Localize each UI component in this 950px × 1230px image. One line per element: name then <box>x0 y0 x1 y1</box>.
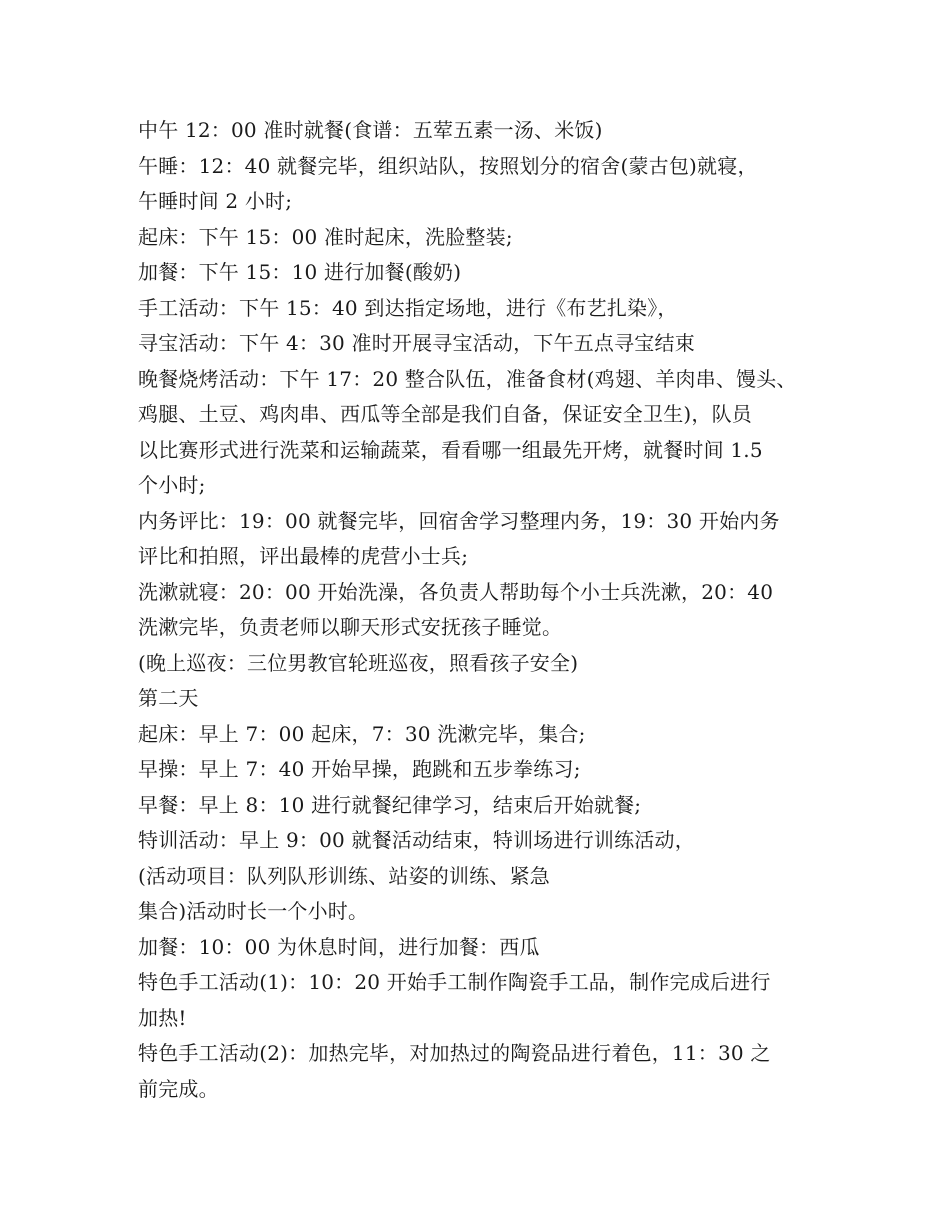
text-line: 加餐：10：00 为休息时间，进行加餐：西瓜 <box>138 934 540 959</box>
text-line: 集合)活动时长一个小时。 <box>138 899 369 923</box>
text-line: 内务评比：19：00 就餐完毕，回宿舍学习整理内务，19：30 开始内务 <box>138 508 780 533</box>
text-line: 早操：早上 7：40 开始早操，跑跳和五步拳练习; <box>138 757 581 781</box>
text-line: 中午 12：00 准时就餐(食谱：五荤五素一汤、米饭) <box>138 118 603 142</box>
text-line: 午睡时间 2 小时; <box>138 189 293 213</box>
section-heading: 第二天 <box>138 686 199 710</box>
text-line: 前完成。 <box>138 1076 219 1101</box>
text-line: 晚餐烧烤活动：下午 17：20 整合队伍，准备食材(鸡翅、羊肉串、馒头、 <box>138 366 797 391</box>
text-line: 特训活动：早上 9：00 就餐活动结束，特训场进行训练活动， <box>138 828 695 852</box>
text-line: 洗漱完毕，负责老师以聊天形式安抚孩子睡觉。 <box>138 615 563 639</box>
text-line: 特色手工活动(2)：加热完毕，对加热过的陶瓷品进行着色，11：30 之 <box>138 1041 771 1065</box>
text-line: 早餐：早上 8：10 进行就餐纪律学习，结束后开始就餐; <box>138 792 642 817</box>
text-line: 寻宝活动：下午 4：30 准时开展寻宝活动，下午五点寻宝结束 <box>138 331 695 355</box>
text-line: 以比赛形式进行洗菜和运输蔬菜，看看哪一组最先开烤，就餐时间 1.5 <box>138 437 763 462</box>
text-line: 加热! <box>138 1005 187 1030</box>
text-line: 起床：早上 7：00 起床，7：30 洗漱完毕，集合; <box>138 721 586 746</box>
text-line: 起床：下午 15：00 准时起床，洗脸整装; <box>138 224 513 249</box>
text-line: 特色手工活动(1)：10：20 开始手工制作陶瓷手工品，制作完成后进行 <box>138 970 771 994</box>
text-line: 手工活动：下午 15：40 到达指定场地，进行《布艺扎染》， <box>138 295 678 320</box>
text-line: 洗漱就寝：20：00 开始洗澡，各负责人帮助每个小士兵洗漱，20：40 <box>138 579 774 604</box>
text-line: (晚上巡夜：三位男教官轮班巡夜，照看孩子安全) <box>138 650 579 675</box>
text-line: 鸡腿、土豆、鸡肉串、西瓜等全部是我们自备，保证安全卫生)，队员 <box>138 402 753 426</box>
text-line: 评比和拍照，评出最棒的虎营小士兵; <box>138 544 469 568</box>
text-line: 午睡：12：40 就餐完毕，组织站队，按照划分的宿舍(蒙古包)就寝， <box>138 153 758 178</box>
text-line: 个小时; <box>138 473 206 497</box>
text-line: (活动项目：队列队形训练、站姿的训练、紧急 <box>138 863 551 888</box>
document-body <box>138 113 828 1107</box>
text-line: 加餐：下午 15：10 进行加餐(酸奶) <box>138 260 462 284</box>
